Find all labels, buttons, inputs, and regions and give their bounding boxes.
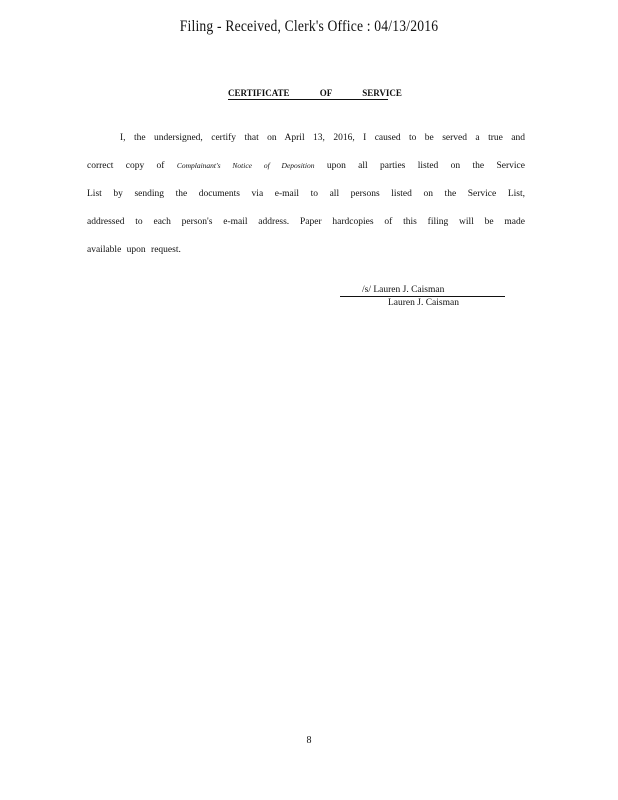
- document-title: CERTIFICATE OF SERVICE: [228, 88, 402, 98]
- body-line-1: [87, 124, 525, 152]
- certificate-body: [87, 124, 525, 264]
- body-line-3: List by sending the documents via e-mail to all persons listed on the Service List,: [87, 189, 525, 199]
- electronic-signature: /s/ Lauren J. Caisman: [340, 284, 505, 297]
- filing-stamp-header: Filing - Received, Clerk's Office : 04/13/2016: [179, 18, 439, 35]
- body-text-segment: upon all parties listed on the Service: [314, 161, 525, 171]
- body-line-4: addressed to each person's e-mail address. Paper hardcopies of this filing will be made: [87, 217, 525, 227]
- document-reference-title: Complainant's Notice of Deposition: [176, 161, 315, 170]
- body-text-line: I, the undersigned, certify that on April 13, 2016, I caused to be served a true and: [120, 133, 525, 143]
- body-text-segment: correct copy of: [87, 161, 177, 171]
- printed-signer-name: Lauren J. Caisman: [388, 298, 459, 308]
- body-line-2: [87, 152, 525, 180]
- body-line-5: available upon request.: [87, 245, 181, 255]
- signature-block: [340, 284, 505, 310]
- page-number: 8: [306, 735, 312, 746]
